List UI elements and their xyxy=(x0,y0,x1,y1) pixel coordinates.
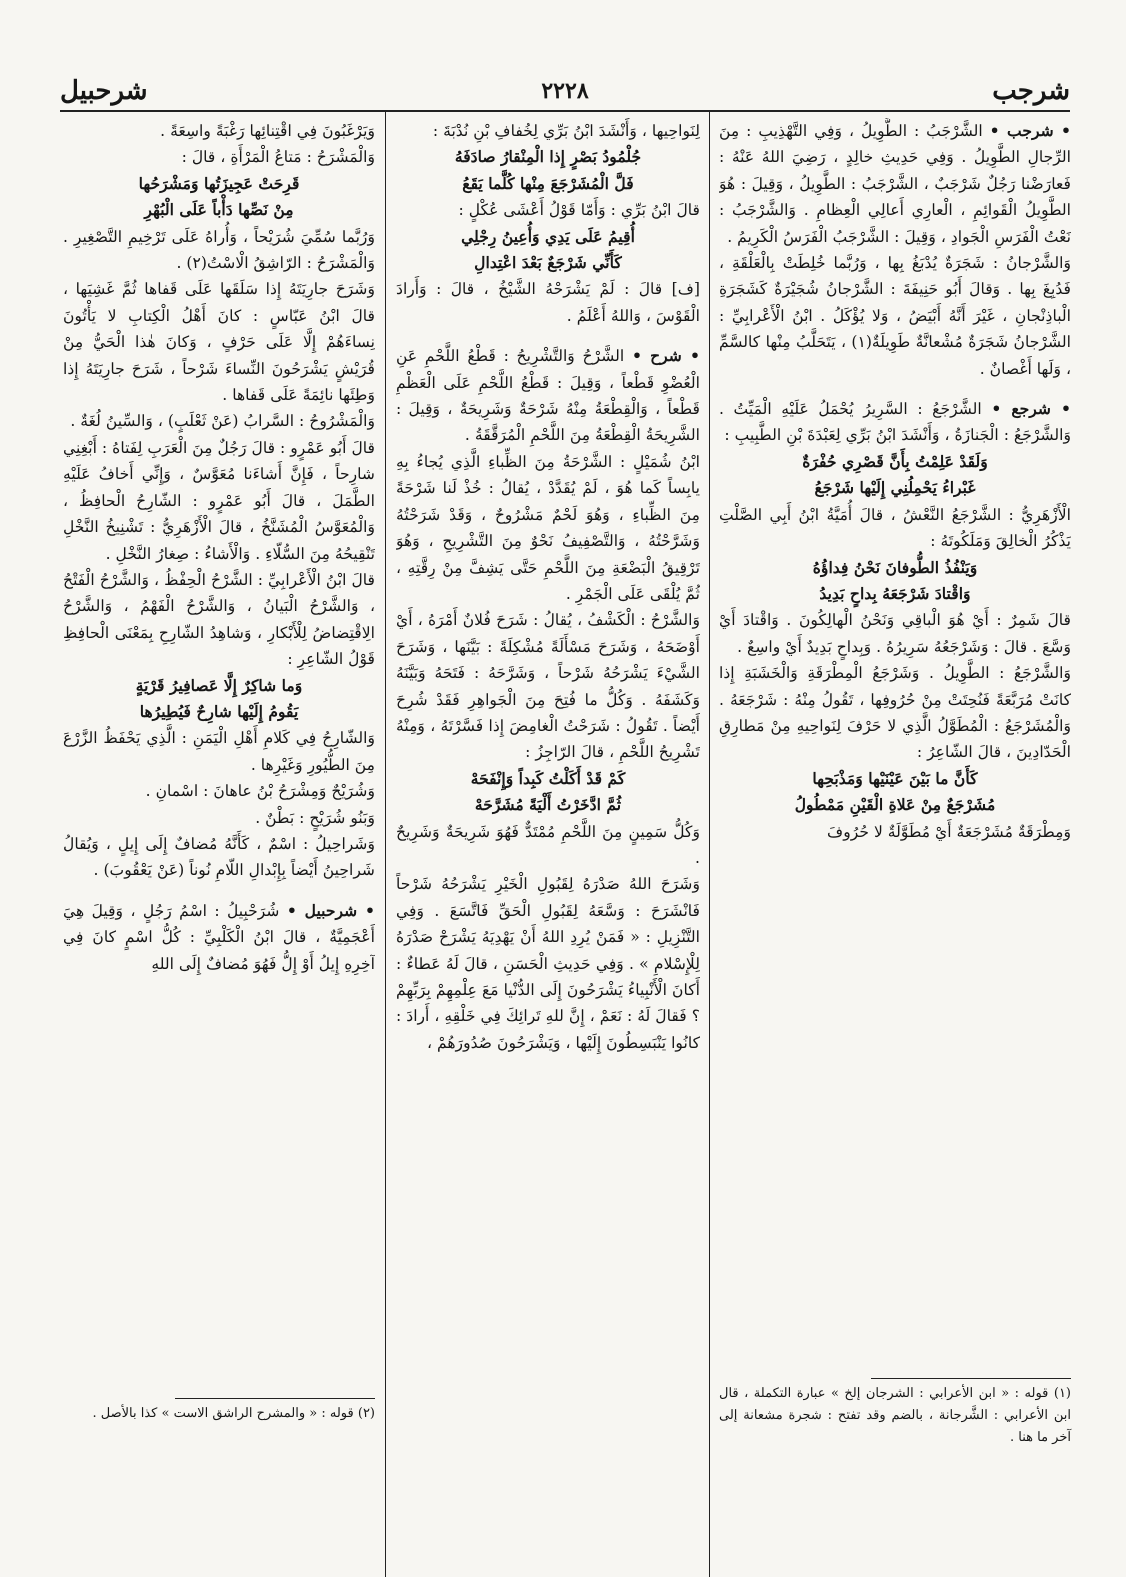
verse-line: وَاقْتادَ شَرْجَعَهُ بِداحٍ بَدِيدُ xyxy=(819,583,971,603)
entry-paragraph: وَكُلُّ سَمِينٍ مِنَ اللَّحْمِ مُمْتَدٌّ فَهُوَ شَرِيحَةٌ وَشَرِيحٌ . xyxy=(396,822,700,867)
verse-line: غَبْراءُ يَحْمِلُنِي إِلَيْها شَرْجَعُ xyxy=(814,478,976,498)
verse-line: كَأَنِّي شَرْجَعٌ بَعْدَ اعْتِدالِ xyxy=(474,253,622,273)
entry-headword: • شرجع • xyxy=(991,399,1071,419)
entry-paragraph: قالَ أَبُو عَمْرٍو : قالَ رَجُلٌ مِنَ الْعَرَبِ لِفَتاهُ : أَبْغِنِي شارِحاً ، فَإِنَّ أَشاءَنا مُعَوَّسٌ ، وَإِنِّي أَخافُ عَلَيْهِ الطَّمَلَ ، قالَ أَبُو عَمْرٍو : الشّارِحُ الْحافِظُ ، وَالْمُعَوَّسُ الْمُشَنَّخُ ، قالَ الْأَزْهَرِيُّ : تَشْنِيخُ النَّخْلِ تَنْقِيحُهُ مِنَ السُّلّاءِ . وَالْأَشاءُ : صِغارُ النَّخْلِ . xyxy=(63,438,375,563)
entry-paragraph: وَبَنُو شُرَيْحٍ : بَطْنٌ . xyxy=(255,808,375,827)
entry-paragraph: وَالشَّرْجَعُ : الطَّوِيلُ . وَشَرْجَعُ الْمِطْرَقَةِ وَالْخَشَبَةِ إِذا كانَتْ مُرَبَّعَةً فَنُحِتَتْ مِنْ حُرُوفِها ، تَقُولُ مِنْهُ : شَرْجَعَهُ . وَالْمُشَرْجَعُ : الْمُطَوَّلُ الَّذِي لا حَرْفَ لِنَواحِيهِ مِنْ مَطارِقِ الْحَدّادِينَ ، قالَ الشّاعِرُ : xyxy=(719,664,1071,762)
entry-paragraph: قالَ ابْنُ الْأَعْرابِيِّ : الشَّرْحُ الْحِفْظُ ، وَالشَّرْحُ الْفَتْحُ ، وَالشَّرْحُ الْبَيانُ ، وَالشَّرْحُ الْفَهْمُ ، وَالشَّرْحُ الِاقْتِضاضُ لِلْأَبْكارِ ، وَشاهِدُ الشّارِحِ بِمَعْنَى الْحافِظِ قَوْلُ الشّاعِرِ : xyxy=(63,570,375,669)
verse-line: يَقُومُ إِلَيْها شارِحٌ فَيُطِيرُها xyxy=(139,701,299,721)
verse-line: ثُمَّ ادَّخَرْتُ أَلْيَةً مُشَرَّحَهْ xyxy=(474,795,622,815)
page-number: ٢٢٢٨ xyxy=(541,78,589,104)
entry-paragraph xyxy=(396,343,700,449)
column-right xyxy=(719,118,1071,1537)
entry-paragraph: وَشَراحِيلُ : اسْمٌ ، كَأَنَّهُ مُضافٌ إِلَى إِيلٍ ، وَيُقالُ شَراحِينُ أَيْضاً بِإِبْدالِ اللّامِ نُوناً (عَنْ يَعْقُوبَ) . xyxy=(63,834,375,880)
entry-paragraph: وَالشّارِحُ فِي كَلامِ أَهْلِ الْيَمَنِ : الَّذِي يَحْفَظُ الزَّرْعَ مِنَ الطُّيُورِ وَغَيْرِها . xyxy=(63,729,375,774)
verse-line: قَرِحَتْ عَجِيزَتُها وَمَشْرَحُها xyxy=(138,173,300,193)
entry-text: شُرَحْبِيلُ : اسْمُ رَجُلٍ ، وَقِيلَ هِيَ أَعْجَمِيَّةٌ ، قالَ ابْنُ الْكَلْبِيِّ : كُلُّ اسْمٍ كانَ فِي آخِرِهِ إِيلُ أَوْ إِلُّ فَهُوَ مُضافٌ إِلَى اللهِ xyxy=(63,901,375,973)
page-header xyxy=(60,72,1070,112)
entry-paragraph xyxy=(63,898,375,977)
verse-line: مِنْ نَصِّها دَأْباً عَلَى الْبُهْرِ xyxy=(144,200,294,220)
entry-paragraph xyxy=(719,396,1071,449)
entry-paragraph: وَالشَّرْجانُ : شَجَرَةٌ يُدْبَغُ بِها ، وَرُبَّما خُلِطَتْ بِالْعَلْقَةِ ، فَدُبِغَ بِها . وَقالَ أَبُو حَنِيفَةَ : الشَّرْجانُ شُجَيْرَةٌ كَشَجَرَةِ الْباذِنْجانِ ، غَيْرَ أَنَّهُ أَبْيَضُ ، وَلا يُؤْكَلُ . ابْنُ الْأَعْرابِيِّ : الشَّرْجانُ شَجَرَةٌ مُشْعانَّةٌ طَوِيلَةٌ(١) ، يَتَحَلَّبُ مِنْها كالسَّمِّ ، وَلَها أَغْصانٌ . xyxy=(719,254,1071,378)
verse-line: أُقِيمُ عَلَى يَدِي وَأُعِينُ رِجْلِي xyxy=(461,226,635,246)
entry-paragraph: قالَ شَمِرٌ : أَيْ هُوَ الْباقِي وَنَحْنُ الْهالِكُونَ . وَاقْتادَ أَيْ وَسَّعَ . قالَ : وَشَرْجَعُهُ سَرِيرُهُ . وَبِداحٍ بَدِيدٌ أَيْ واسِعٌ . xyxy=(719,611,1071,656)
column-divider xyxy=(709,112,710,1577)
entry-headword: • شرحبيل • xyxy=(286,900,375,920)
entry-text: الشَّرْحُ وَالتَّشْرِيحُ : قَطْعُ اللَّحْمِ عَنِ الْعُضْوِ قَطْعاً ، وَقِيلَ : قَطْعُ اللَّحْمِ عَلَى الْعَظْمِ قَطْعاً ، وَالْقِطْعَةُ مِنْهُ شَرْحَةٌ وَشَرِيحَةٌ ، وَقِيلَ : الشَّرِيحَةُ الْقِطْعَةُ مِنَ اللَّحْمِ الْمُرَقَّقَةُ . xyxy=(396,347,700,445)
entry-gap xyxy=(719,382,1071,396)
footnote-text: (١) قوله : « ابن الأعرابي : الشرجان إلخ » عبارة التكملة ، قال ابن الأعرابي : الشَّرجانة ، بالضم وقد تفتح : شجرة مشعانة إلى آخر ما هنا . xyxy=(719,1386,1071,1445)
column-left xyxy=(63,118,375,1537)
entry-paragraph xyxy=(719,118,1071,250)
entry-paragraph: وَيَرْغَبُونَ فِي اقْتِنائِها رَغْبَةً واسِعَةً . xyxy=(160,122,375,140)
entry-paragraph: وَالْمَشْرُوحُ : السَّرابُ (عَنْ ثَعْلَبٍ) ، وَالسِّينُ لُغَةٌ . xyxy=(70,412,375,431)
verse-line: مُشَرْجَعٌ مِنْ عَلاةِ الْقَيْنِ مَمْطُولُ xyxy=(794,795,996,815)
entry-gap xyxy=(63,884,375,898)
footnote-1 xyxy=(719,1378,1071,1449)
entry-paragraph: ابْنُ شُمَيْلٍ : الشَّرْحَةُ مِنَ الظِّباءِ الَّذِي يُجاءُ بِهِ يابِساً كَما هُوَ ، لَمْ يُقَدَّدْ ، يُقالُ : خُذْ لَنا شَرْحَةً مِنَ الظِّباءِ ، وَهُوَ لَحْمٌ مَشْرُوحٌ ، وَقَدْ شَرَحْتُهُ وَشَرَّحْتُهُ ، وَالتَّصْفِيفُ نَحْوٌ مِنَ التَّشْرِيحِ ، وَهُوَ تَرْقِيقُ الْبَضْعَةِ مِنَ اللَّحْمِ حَتَّى يَشِفَّ مِنْ رِقَّتِهِ ، ثُمَّ يُلْقَى عَلَى الْجَمْرِ . xyxy=(396,452,700,603)
column-divider xyxy=(385,112,386,1577)
verse-line: فَلَّ الْمُشَرْجَعَ مِنْها كُلَّما يَقَعُ xyxy=(462,173,634,193)
entry-paragraph: وَالْمَشْرَحُ : مَتاعُ الْمَرْأَةِ ، قالَ : xyxy=(181,148,375,167)
verse-line: كَمْ قَدْ أَكَلْتُ كَبِداً وَإِنْفَحَهْ xyxy=(470,768,626,788)
entry-paragraph: [ف] قالَ : لَمْ يَشْرَحْهُ الشَّيْخُ ، قالَ : وَأَرادَ الْقَوْسَ ، وَاللهُ أَعْلَمُ . xyxy=(396,280,700,325)
footnote-rule xyxy=(871,1378,1071,1379)
entry-paragraph: وَالشَّرْحُ : الْكَشْفُ ، يُقالُ : شَرَحَ فُلانٌ أَمْرَهُ ، أَيْ أَوْضَحَهُ ، وَشَرَحَ مَسْأَلَةً مُشْكِلَةً : بَيَّنَها ، وَشَرَحَ الشَّيْءَ يَشْرَحُهُ شَرْحاً ، وَشَرَّحَهُ : فَتَحَهُ وَبَيَّنَهُ وَكَشَفَهُ . وَكُلُّ ما فُتِحَ مِنَ الْجَواهِرِ فَقَدْ شُرِحَ أَيْضاً . تَقُولُ : شَرَحْتُ الْغامِضَ إِذا فَسَّرْتَهُ ، وَمِنْهُ تَشْرِيحُ اللَّحْمِ ، قالَ الرّاجِزُ : xyxy=(396,611,700,762)
footnote-text: (٢) قوله : « والمشرح الراشق الاست » كذا بالأصل . xyxy=(92,1406,375,1421)
entry-text: الشَّرْجَعُ : السَّرِيرُ يُحْمَلُ عَلَيْهِ الْمَيِّتُ . وَالشَّرْجَعُ : الْجَنازَةُ ، وَأَنْشَدَ ابْنُ بَرِّي لِعَبْدَةَ بْنِ الطَّبِيبِ : xyxy=(719,400,1071,445)
entry-paragraph: قالَ ابْنُ بَرِّي : وَأَمّا قَوْلُ أَعْشَى عُكْلٍ : xyxy=(458,201,700,220)
verse-line: وَيَنْفُذُ الطُّوفانَ نَحْنُ فِداؤُهُ xyxy=(812,557,978,577)
header-rule xyxy=(60,110,1070,112)
verse-line: وَما شاكِرٌ إِلَّا عَصافِيرُ قَرْيَةٍ xyxy=(135,675,303,695)
column-middle xyxy=(396,118,700,1537)
entry-headword: • شرجب • xyxy=(989,121,1071,140)
entry-paragraph: لِنَواحِيها ، وَأَنْشَدَ ابْنُ بَرِّي لِخُفافِ بْنِ نُدْبَةَ : xyxy=(432,122,700,140)
verse-line: جُلْمُودُ بَصْرٍ إِذا الْمِنْقارُ صادَفَهُ xyxy=(454,147,642,167)
verse-line: وَلَقَدْ عَلِمْتُ بِأَنَّ قَصْرِي حُفْرَةٌ xyxy=(802,451,988,471)
entry-paragraph: الْأَزْهَرِيُّ : الشَّرْجَعُ النَّعْشُ ، قالَ أُمَيَّةُ ابْنُ أَبِي الصَّلْتِ يَذْكُرُ الْخالِقَ وَمَلَكُوتَهُ : xyxy=(719,505,1071,551)
footnote-2 xyxy=(63,1398,375,1425)
running-head-right: شرجب xyxy=(992,76,1070,106)
entry-paragraph: وَرُبَّما سُمِّيَ شُرَيْحاً ، وَأُراهُ عَلَى تَرْخِيمِ التَّصْغِيرِ . وَالْمَشْرَحُ : الرّاشِقُ الْاسْتُ(٢) . xyxy=(63,227,375,273)
footnote-rule xyxy=(175,1398,375,1399)
running-head-left: شرحبيل xyxy=(60,76,148,106)
entry-paragraph: وَمِطْرَقَةٌ مُشَرْجَعَةٌ أَيْ مُطَوَّلَةٌ لا حُرُوفَ xyxy=(827,822,1071,841)
entry-headword: • شرح • xyxy=(631,346,700,366)
entry-gap xyxy=(396,329,700,343)
entry-text: الشَّرْجَبُ : الطَّوِيلُ ، وَفِي التَّهْذِيبِ : مِنَ الرِّجالِ الطَّوِيلُ . وَفِي حَدِيثِ خالِدٍ ، رَضِيَ اللهُ عَنْهُ : فَعارَضْنا رَجُلٌ شَرْجَبٌ ، الشَّرْجَبُ : الطَّوِيلُ ، وَقِيلَ : هُوَ الطَّوِيلُ الْقَوائِمِ ، الْعارِي أَعالِي الْعِظامِ . وَالشَّرْجَبُ : نَعْتُ الْفَرَسِ الْجَوادِ ، وَقِيلَ : الشَّرْجَبُ الْفَرَسُ الْكَرِيمُ . xyxy=(719,122,1071,246)
verse-line: كَأَنَّ ما بَيْنَ عَيْنَيْها وَمَذْبَحِها xyxy=(812,768,978,788)
entry-paragraph: وَشُرَيْحٌ وَمِشْرَحُ بْنُ عاهانَ : اسْمانِ . xyxy=(145,782,375,801)
entry-paragraph: وَشَرَحَ اللهُ صَدْرَهُ لِقَبُولِ الْخَيْرِ يَشْرَحُهُ شَرْحاً فَانْشَرَحَ : وَسَّعَهُ لِقَبُولِ الْحَقِّ فَاتَّسَعَ . وَفِي التَّنْزِيلِ : « فَمَنْ يُرِدِ اللهُ أَنْ يَهْدِيَهُ يَشْرَحْ صَدْرَهُ لِلْإِسْلامِ » . وَفِي حَدِيثِ الْحَسَنِ ، قالَ لَهُ عَطاءٌ : أَكانَ الْأَنْبِياءُ يَشْرَحُونَ إِلَى الدُّنْيا مَعَ عِلْمِهِمْ بِرَبِّهِمْ ؟ فَقالَ لَهُ : نَعَمْ ، إِنَّ للهِ تَرائِكَ فِي خَلْقِهِ ، أَرادَ : كانُوا يَنْبَسِطُونَ إِلَيْها ، وَيَشْرَحُونَ صُدُورَهُمْ ، xyxy=(396,875,700,1052)
entry-paragraph: وَشَرَحَ جارِيَتَهُ إِذا سَلَقَها عَلَى قَفاها ثُمَّ غَشِيَها ، قالَ ابْنُ عَبّاسٍ : كانَ أَهْلُ الْكِتابِ لا يَأْتُونَ نِساءَهُمْ إِلَّا عَلَى حَرْفٍ ، وَكانَ هٰذا الْحَيُّ مِنْ قُرَيْشٍ يَشْرَحُونَ النِّساءَ شَرْحاً ، شَرَحَ جارِيَتَهُ إِذا وَطِئَها نائِمَةً عَلَى قَفاها . xyxy=(63,280,375,405)
